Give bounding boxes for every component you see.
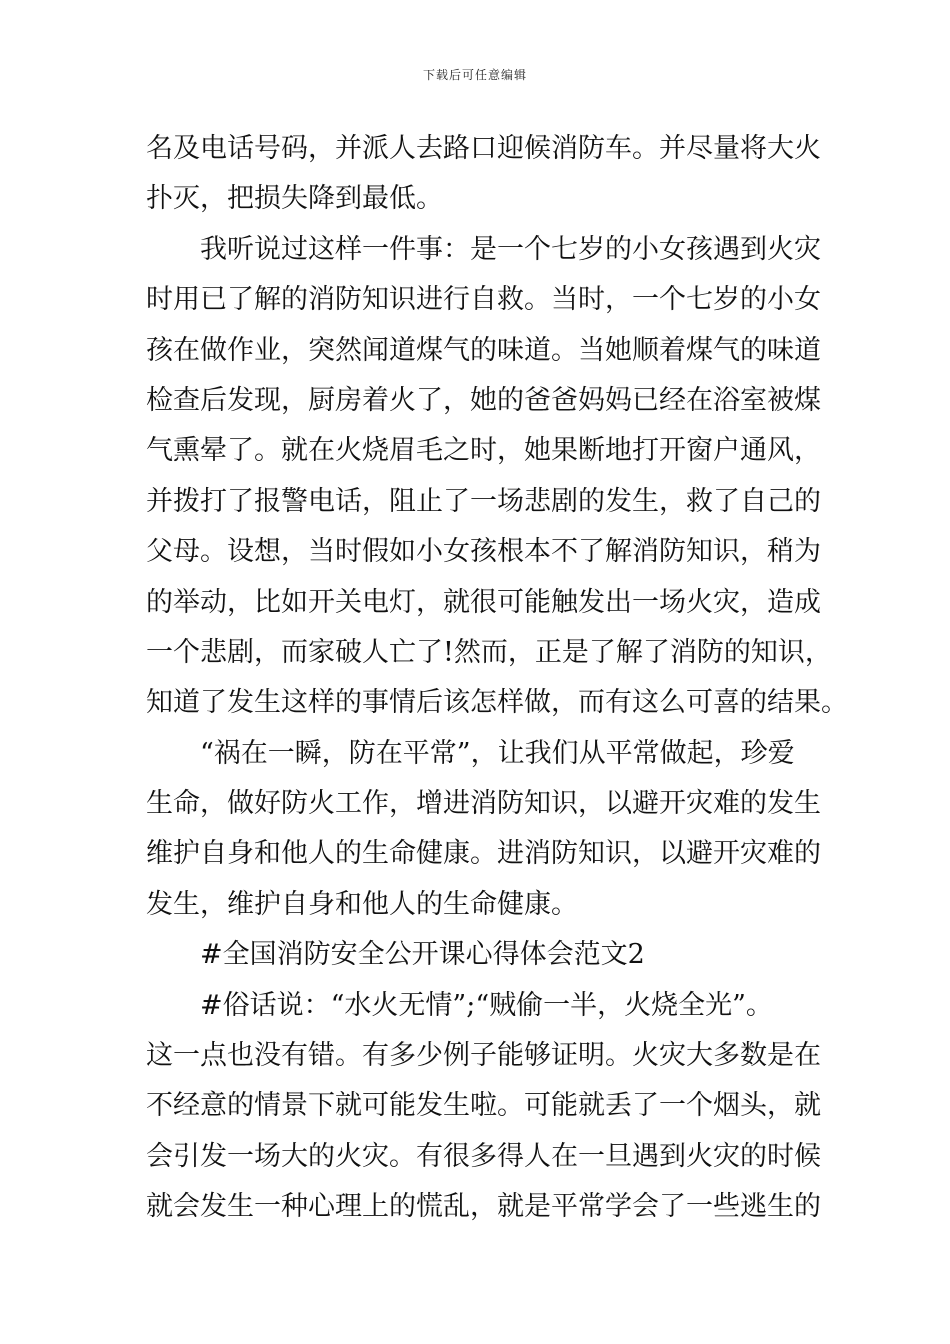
text-line: 生命，做好防火工作，增进消防知识，以避开灾难的发生 xyxy=(146,788,821,820)
text-line: 我听说过这样一件事：是一个七岁的小女孩遇到火灾 xyxy=(200,233,821,265)
text-line: 父母。设想，当时假如小女孩根本不了解消防知识，稍为 xyxy=(146,536,821,568)
text-line: 孩在做作业，突然闻道煤气的味道。当她顺着煤气的味道 xyxy=(146,334,821,366)
text-line: 扑灭，把损失降到最低。 xyxy=(146,183,443,215)
text-line: 气熏晕了。就在火烧眉毛之时，她果断地打开窗户通风， xyxy=(146,435,821,467)
text-line: “祸在一瞬，防在平常”，让我们从平常做起，珍爱 xyxy=(200,737,795,769)
text-line: 发生，维护自身和他人的生命健康。 xyxy=(146,888,578,920)
page-header: 下载后可任意编辑 xyxy=(422,68,527,82)
text-line: 维护自身和他人的生命健康。进消防知识，以避开灾难的 xyxy=(146,838,821,870)
body-text xyxy=(146,124,848,1233)
text-line: 就会发生一种心理上的慌乱，就是平常学会了一些逃生的 xyxy=(146,1191,821,1223)
text-line: #俗话说：“水火无情”;“贼偷一半，火烧全光”。 xyxy=(200,989,773,1021)
text-line: 知道了发生这样的事情后该怎样做，而有这么可喜的结果。 xyxy=(146,687,848,719)
text-line: 会引发一场大的火灾。有很多得人在一旦遇到火灾的时候 xyxy=(146,1140,821,1172)
text-line: 一个悲剧，而家破人亡了!然而，正是了解了消防的知识， xyxy=(146,636,832,668)
text-line: 名及电话号码，并派人去路口迎候消防车。并尽量将大火 xyxy=(146,133,821,164)
text-line: 这一点也没有错。有多少例子能够证明。火灾大多数是在 xyxy=(146,1040,821,1072)
text-line: 并拨打了报警电话，阻止了一场悲剧的发生，救了自己的 xyxy=(146,485,821,517)
text-line: 检查后发现，厨房着火了，她的爸爸妈妈已经在浴室被煤 xyxy=(146,384,821,416)
text-line: 时用已了解的消防知识进行自救。当时，一个七岁的小女 xyxy=(146,284,821,316)
text-line: 不经意的情景下就可能发生啦。可能就丢了一个烟头，就 xyxy=(146,1090,821,1122)
text-line: 的举动，比如开关电灯，就很可能触发出一场火灾，造成 xyxy=(146,586,821,618)
text-line: #全国消防安全公开课心得体会范文2 xyxy=(200,939,645,971)
